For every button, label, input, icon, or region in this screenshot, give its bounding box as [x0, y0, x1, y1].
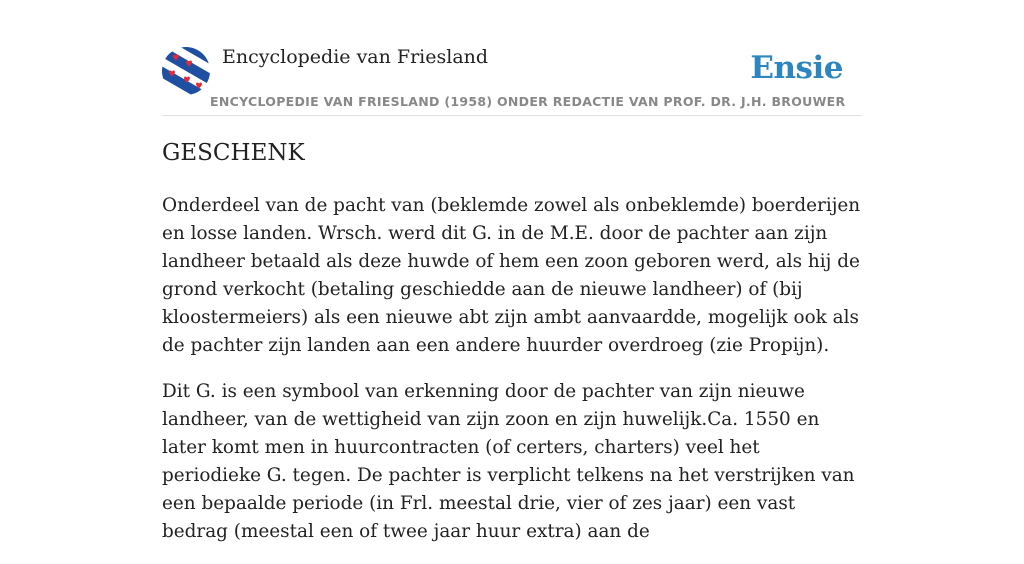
site-subtitle: ENCYCLOPEDIE VAN FRIESLAND (1958) ONDER REDACTIE VAN PROF. DR. J.H. BROUWER — [210, 94, 846, 109]
paragraph: Dit G. is een symbool van erkenning door de pachter van zijn nieuwe landheer, van de wettigheid van zijn zoon en zijn huwelijk.Ca. 1550 en later komt men in huurcontracten (of certers, charters) veel het periodieke G. tegen. De pachter is verplicht telkens na het verstrijken van een bepaalde periode (in Frl. meestal drie, vier of zes jaar) een vast bedrag (meestal een of twee jaar huur extra) aan de — [162, 381, 855, 542]
entry-title: GESCHENK — [162, 140, 305, 166]
site-title[interactable]: Encyclopedie van Friesland — [222, 46, 489, 68]
header-divider — [162, 115, 862, 116]
brand-logo[interactable]: Ensie — [750, 50, 843, 86]
frisian-flag-icon[interactable] — [162, 47, 210, 95]
paragraph: Onderdeel van de pacht van (beklemde zowel als onbeklemde) boerderijen en losse landen. Wrsch. werd dit G. in de M.E. door de pachter aan zijn landheer betaald als deze huwde of hem een zoon geboren werd, als hij de grond verkocht (betaling geschiedde aan de nieuwe landheer) of (bij kloostermeiers) als een nieuwe abt zijn ambt aanvaardde, mogelijk ook als de pachter zijn landen aan een andere huurder overdroeg (zie Propijn). — [162, 195, 861, 356]
article-body — [162, 192, 864, 564]
